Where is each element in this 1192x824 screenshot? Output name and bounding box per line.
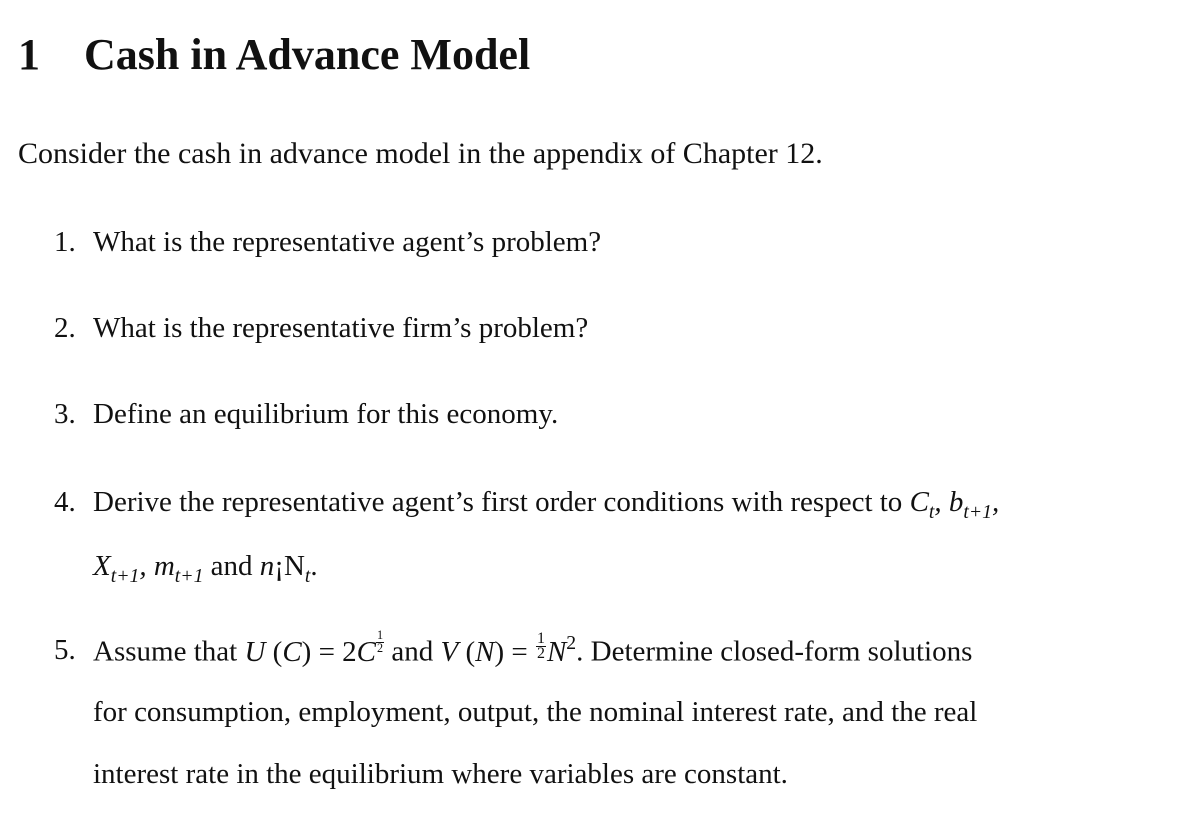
question-text: Define an equilibrium for this economy.: [93, 398, 559, 430]
section-heading: [18, 27, 530, 83]
question-text: What is the representative firm’s problem?: [93, 312, 589, 344]
question-text-part: . Determine closed-form solutions: [576, 635, 973, 668]
question-text-part: Derive the representative agent’s first order conditions with respect to: [93, 486, 910, 518]
question-number: 1.: [54, 226, 76, 258]
question-number: 5.: [54, 634, 76, 666]
question-text: [93, 630, 972, 672]
math-expression: $C_t$, $b_{t+1}$,: [909, 486, 1000, 523]
math-expression: U (C) = 2C $\frac{1}{2}$: [244, 628, 384, 668]
question-4-continuation: [93, 546, 318, 586]
math-expression: $X_{t+1}$, $m_{t+1}$: [93, 550, 204, 587]
question-text: [93, 482, 999, 522]
section-number: 1: [18, 30, 40, 79]
math-expression: V (N) = $\frac{1}{2}$ $N^2$: [440, 629, 577, 668]
question-text-part: and: [210, 550, 253, 582]
question-number: 3.: [54, 398, 76, 430]
question-text-part: and: [391, 635, 434, 668]
question-5-line-2: for consumption, employment, output, the nominal interest rate, and the real: [93, 696, 978, 728]
question-text: What is the representative agent’s problem?: [93, 226, 602, 258]
question-number: 4.: [54, 486, 76, 518]
question-number: 2.: [54, 312, 76, 344]
question-5-line-3: interest rate in the equilibrium where variables are constant.: [93, 758, 788, 790]
math-expression: $n¡N_t$.: [259, 550, 318, 587]
intro-paragraph: Consider the cash in advance model in the appendix of Chapter 12.: [18, 137, 823, 170]
question-text-part: Assume that: [93, 635, 245, 668]
section-title: Cash in Advance Model: [84, 30, 531, 79]
